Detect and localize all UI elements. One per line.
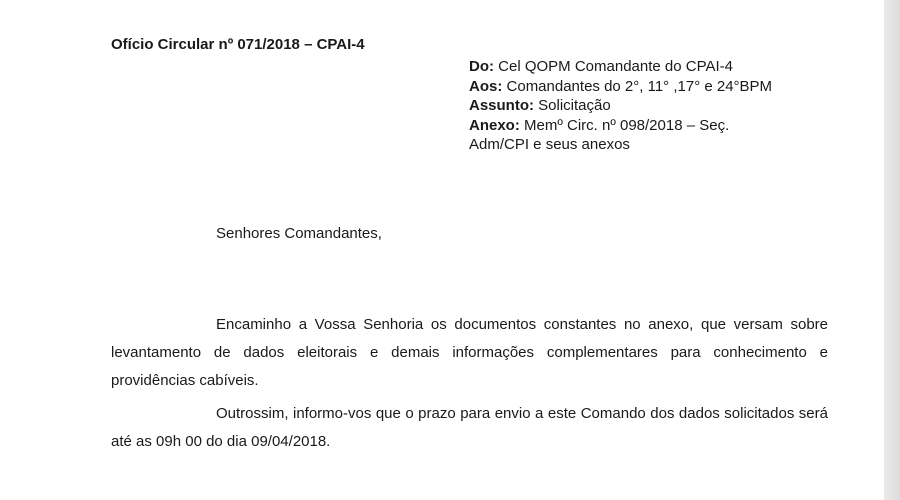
to-line [469,77,772,97]
attachment-line [469,116,772,136]
subject-label: Assunto: [469,97,534,114]
body-paragraph [111,311,828,395]
attachment-continuation: Adm/CPI e seus anexos [469,136,630,153]
to-value: Comandantes do 2°, 11° ,17° e 24°BPM [506,77,773,95]
subject-line [469,96,772,116]
subject-value: Solicitação [538,97,611,114]
from-label: Do: [469,58,494,75]
paragraph-text: Encaminho a Vossa Senhoria os documentos constantes no anexo, que versam sobre levantamento de dados eleitorais e demais informações complementares para conhecimento e providências cabíveis. [111,316,828,389]
memo-header [469,57,772,155]
salutation: Senhores Comandantes, [216,225,382,242]
attachment-label: Anexo: [469,116,520,134]
attachment-value: Memº Circ. nº 098/2018 – Seç. [524,116,730,134]
body-paragraph [111,400,828,456]
paragraph-text: Outrossim, informo-vos que o prazo para envio a este Comando dos dados solicitados será até as 09h 00 do dia 09/04/2018. [111,405,828,450]
page-edge [884,0,900,500]
from-value: Cel QOPM Comandante do CPAI-4 [498,58,733,75]
to-label: Aos: [469,77,503,95]
from-line [469,57,772,77]
document-title: Ofício Circular nº 071/2018 – CPAI-4 [111,36,365,53]
